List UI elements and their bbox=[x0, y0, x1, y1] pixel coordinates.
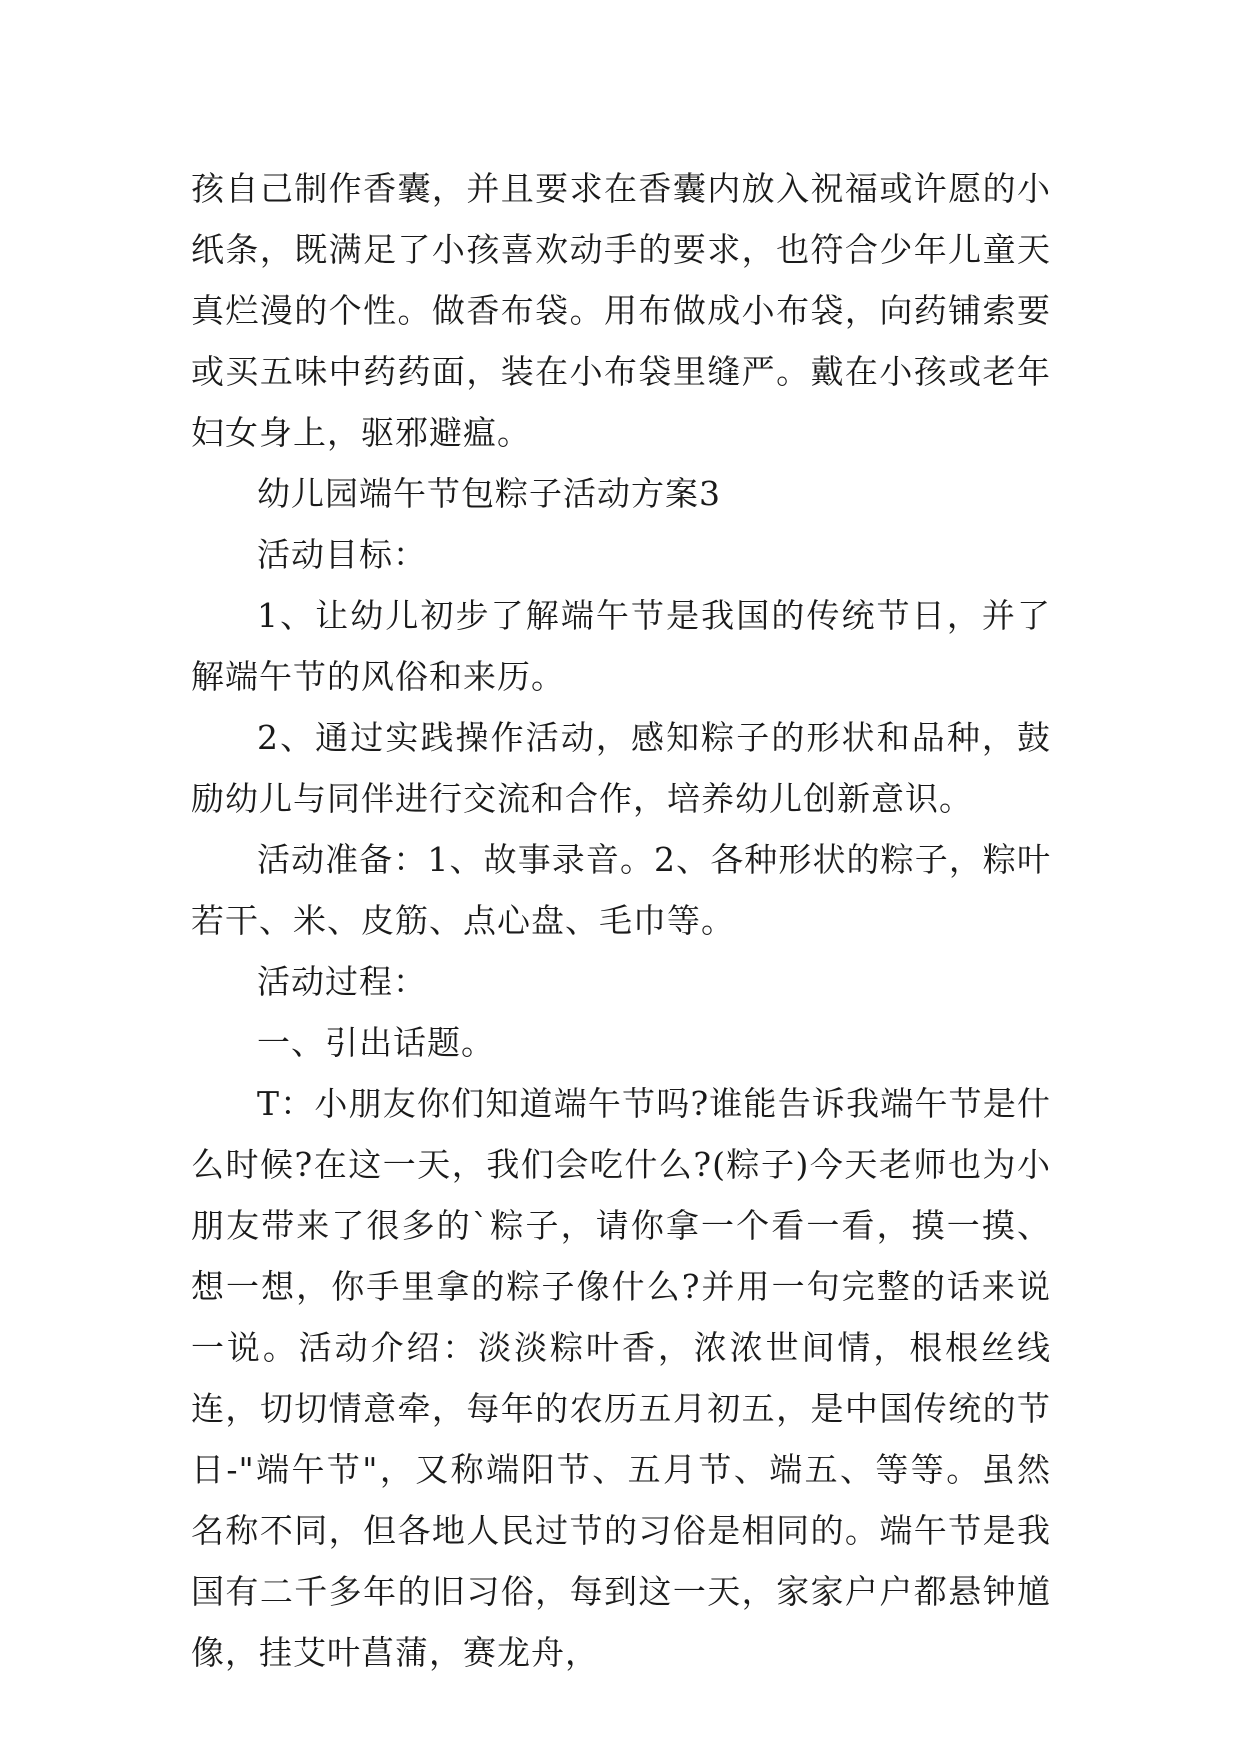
activity-process-heading: 活动过程： bbox=[257, 962, 427, 1001]
paragraph-sachet-making: 孩自己制作香囊，并且要求在香囊内放入祝福或许愿的小纸条，既满足了小孩喜欢动手的要求，也符合少年儿童天真烂漫的个性。做香布袋。用布做成小布袋，向药铺索要或买五味中药药面，装在小布袋里缝严。戴在小孩或老年妇女身上，驱邪避瘟。 bbox=[191, 169, 1051, 452]
activity-preparation: 活动准备：1、故事录音。2、各种形状的粽子，粽叶若干、米、皮筋、点心盘、毛巾等。 bbox=[191, 840, 1051, 940]
teacher-dialogue-paragraph: T：小朋友你们知道端午节吗?谁能告诉我端午节是什么时候?在这一天，我们会吃什么?(粽子)今天老师也为小朋友带来了很多的`粽子，请你拿一个看一看，摸一摸、想一想，你手里拿的粽子像什么?并用一句完整的话来说一说。活动介绍：淡淡粽叶香，浓浓世间情，根根丝线连，切切情意牵，每年的农历五月初五，是中国传统的节日-"端午节"，又称端阳节、五月节、端五、等等。虽然名称不同，但各地人民过节的习俗是相同的。端午节是我国有二千多年的旧习俗，每到这一天，家家户户都悬钟馗像，挂艾叶菖蒲，赛龙舟， bbox=[191, 1084, 1051, 1672]
process-step-1-heading: 一、引出话题。 bbox=[257, 1023, 495, 1062]
activity-goals-heading: 活动目标： bbox=[257, 535, 427, 574]
section-title: 幼儿园端午节包粽子活动方案3 bbox=[257, 474, 721, 513]
goal-item-2: 2、通过实践操作活动，感知粽子的形状和品种，鼓励幼儿与同伴进行交流和合作，培养幼儿创新意识。 bbox=[191, 718, 1051, 818]
goal-item-1: 1、让幼儿初步了解端午节是我国的传统节日，并了解端午节的风俗和来历。 bbox=[191, 596, 1051, 696]
document-body bbox=[191, 158, 1051, 1683]
